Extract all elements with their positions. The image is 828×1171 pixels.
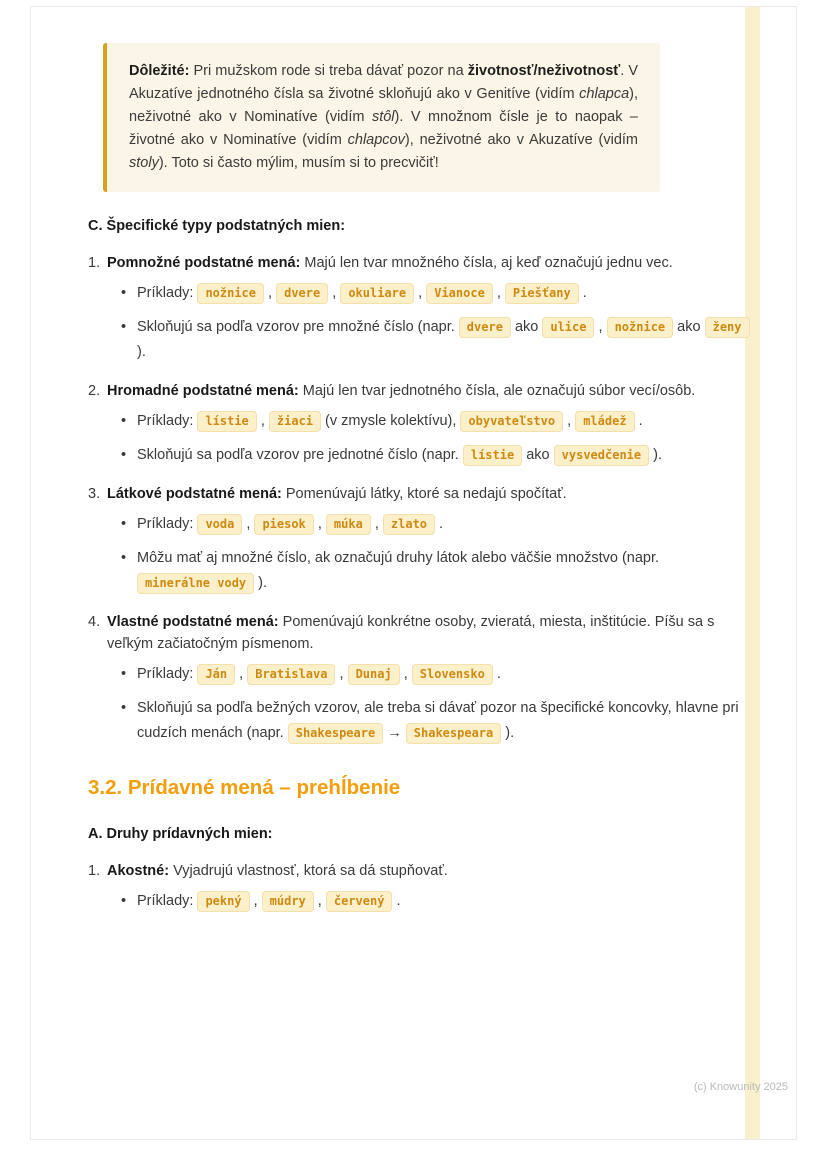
code-chip: voda	[197, 514, 242, 535]
code-chip: ženy	[705, 317, 750, 338]
bullet-text: Príklady: nožnice , dvere , okuliare , Vianoce , Piešťany .	[137, 285, 587, 301]
bullet-item	[120, 443, 754, 468]
section-heading: A. Druhy prídavných mien:	[88, 826, 273, 842]
list-item-number: 3.	[88, 486, 101, 502]
numbered-list-item	[88, 252, 754, 365]
bullet-text: Skloňujú sa podľa vzorov pre jednotné číslo (napr. lístie ako vysvedčenie ).	[137, 447, 662, 463]
bullet-text: Príklady: Ján , Bratislava , Dunaj , Slovensko .	[137, 666, 501, 682]
code-chip: Vianoce	[426, 283, 493, 304]
document-page	[30, 6, 797, 1140]
numbered-list-item	[88, 483, 754, 596]
code-chip: červený	[326, 891, 393, 912]
bold-text: Vlastné podstatné mená:	[107, 614, 279, 630]
code-chip: mládež	[575, 411, 634, 432]
code-chip: nožnice	[607, 317, 674, 338]
bullet-icon: •	[121, 319, 127, 335]
bullet-list	[120, 409, 754, 468]
code-chip: Shakespeara	[406, 723, 501, 744]
code-chip: lístie	[463, 445, 522, 466]
bullet-item	[120, 662, 754, 687]
bullet-text: Skloňujú sa podľa bežných vzorov, ale treba si dávať pozor na špecifické koncovky, hlavne pri cudzích menách (napr. Shakespeare → Shakespeara ).	[137, 700, 739, 741]
code-chip: zlato	[383, 514, 435, 535]
list-item-text: Látkové podstatné mená: Pomenúvajú látky, ktoré sa nedajú spočítať.	[107, 486, 567, 502]
italic-text: chlapcov	[347, 132, 405, 148]
code-chip: Dunaj	[348, 664, 400, 685]
code-chip: dvere	[459, 317, 511, 338]
bullet-item	[120, 281, 754, 306]
bullet-icon: •	[121, 893, 127, 909]
important-callout	[103, 43, 660, 192]
bold-text: životnosť/neživotnosť	[467, 63, 621, 79]
code-chip: ulice	[542, 317, 594, 338]
bullet-list	[120, 281, 754, 365]
bold-text: Dôležité:	[129, 63, 190, 79]
bold-text: Látkové podstatné mená:	[107, 486, 282, 502]
bullet-item	[120, 696, 754, 746]
bold-text: Hromadné podstatné mená:	[107, 383, 299, 399]
document-content	[88, 43, 754, 929]
bullet-list	[120, 889, 754, 914]
bullet-item	[120, 315, 754, 365]
bullet-icon: •	[121, 285, 127, 301]
bullet-text: Príklady: pekný , múdry , červený .	[137, 893, 401, 909]
bullet-text: Môžu mať aj množné číslo, ak označujú druhy látok alebo väčšie množstvo (napr. minerálne vody ).	[137, 550, 659, 591]
code-chip: dvere	[276, 283, 328, 304]
bullet-icon: •	[121, 413, 127, 429]
list-item-text: Vlastné podstatné mená: Pomenúvajú konkrétne osoby, zvieratá, miesta, inštitúcie. Píšu sa s veľkým začiatočným písmenom.	[107, 614, 715, 652]
bullet-item	[120, 889, 754, 914]
numbered-list	[88, 860, 754, 914]
code-chip: vysvedčenie	[554, 445, 649, 466]
bullet-icon: •	[121, 447, 127, 463]
list-item-number: 4.	[88, 614, 101, 630]
code-chip: lístie	[197, 411, 256, 432]
numbered-list-item	[88, 611, 754, 746]
code-chip: okuliare	[340, 283, 414, 304]
bullet-list	[120, 512, 754, 596]
chapter-heading: 3.2. Prídavné mená – prehĺbenie	[88, 776, 401, 799]
italic-text: stoly	[129, 155, 159, 171]
bullet-icon: •	[121, 700, 127, 716]
list-item-text: Akostné: Vyjadrujú vlastnosť, ktorá sa dá stupňovať.	[107, 863, 448, 879]
bullet-icon: •	[121, 550, 127, 566]
code-chip: Bratislava	[247, 664, 335, 685]
italic-text: chlapca	[579, 86, 630, 102]
code-chip: Piešťany	[505, 283, 579, 304]
list-item-number: 2.	[88, 383, 101, 399]
bullet-icon: •	[121, 516, 127, 532]
bullet-item	[120, 546, 754, 596]
code-chip: obyvateľstvo	[460, 411, 563, 432]
code-chip: nožnice	[197, 283, 264, 304]
code-chip: múka	[326, 514, 371, 535]
numbered-list-item	[88, 860, 754, 914]
code-chip: pekný	[197, 891, 249, 912]
code-chip: múdry	[262, 891, 314, 912]
bullet-item	[120, 512, 754, 537]
list-item-text: Pomnožné podstatné mená: Majú len tvar množného čísla, aj keď označujú jednu vec.	[107, 255, 673, 271]
bullet-icon: •	[121, 666, 127, 682]
code-chip: žiaci	[269, 411, 321, 432]
bold-text: Akostné:	[107, 863, 170, 879]
bullet-text: Skloňujú sa podľa vzorov pre množné číslo (napr. dvere ako ulice , nožnice ako ženy ).	[137, 319, 750, 360]
copyright-footer: (c) Knowunity 2025	[693, 1081, 788, 1093]
numbered-list	[88, 252, 754, 746]
list-item-number: 1.	[88, 863, 101, 879]
numbered-list-item	[88, 380, 754, 468]
bold-text: Pomnožné podstatné mená:	[107, 255, 301, 271]
list-item-number: 1.	[88, 255, 101, 271]
bullet-list	[120, 662, 754, 746]
code-chip: Ján	[197, 664, 235, 685]
bullet-text: Príklady: voda , piesok , múka , zlato .	[137, 516, 443, 532]
callout-text: Dôležité: Pri mužskom rode si treba dávať pozor na životnosť/neživotnosť. V Akuzatíve jednotného čísla sa životné skloňujú ako v Genitíve (vidím chlapca), neživotné ako v Nominatíve (vidím stôl). V množnom čísle je to naopak – životné ako v Nominatíve (vidím chlapcov), neživotné ako v Akuzatíve (vidím stoly). Toto si často mýlim, musím si to precvičiť!	[129, 63, 639, 171]
list-item-text: Hromadné podstatné mená: Majú len tvar jednotného čísla, ale označujú súbor vecí/osôb.	[107, 383, 696, 399]
code-chip: piesok	[254, 514, 313, 535]
code-chip: minerálne vody	[137, 573, 254, 594]
section-heading: C. Špecifické typy podstatných mien:	[88, 218, 346, 234]
bullet-text: Príklady: lístie , žiaci (v zmysle kolektívu), obyvateľstvo , mládež .	[137, 413, 643, 429]
code-chip: Slovensko	[412, 664, 493, 685]
italic-text: stôl	[371, 109, 395, 125]
code-chip: Shakespeare	[288, 723, 383, 744]
bullet-item	[120, 409, 754, 434]
